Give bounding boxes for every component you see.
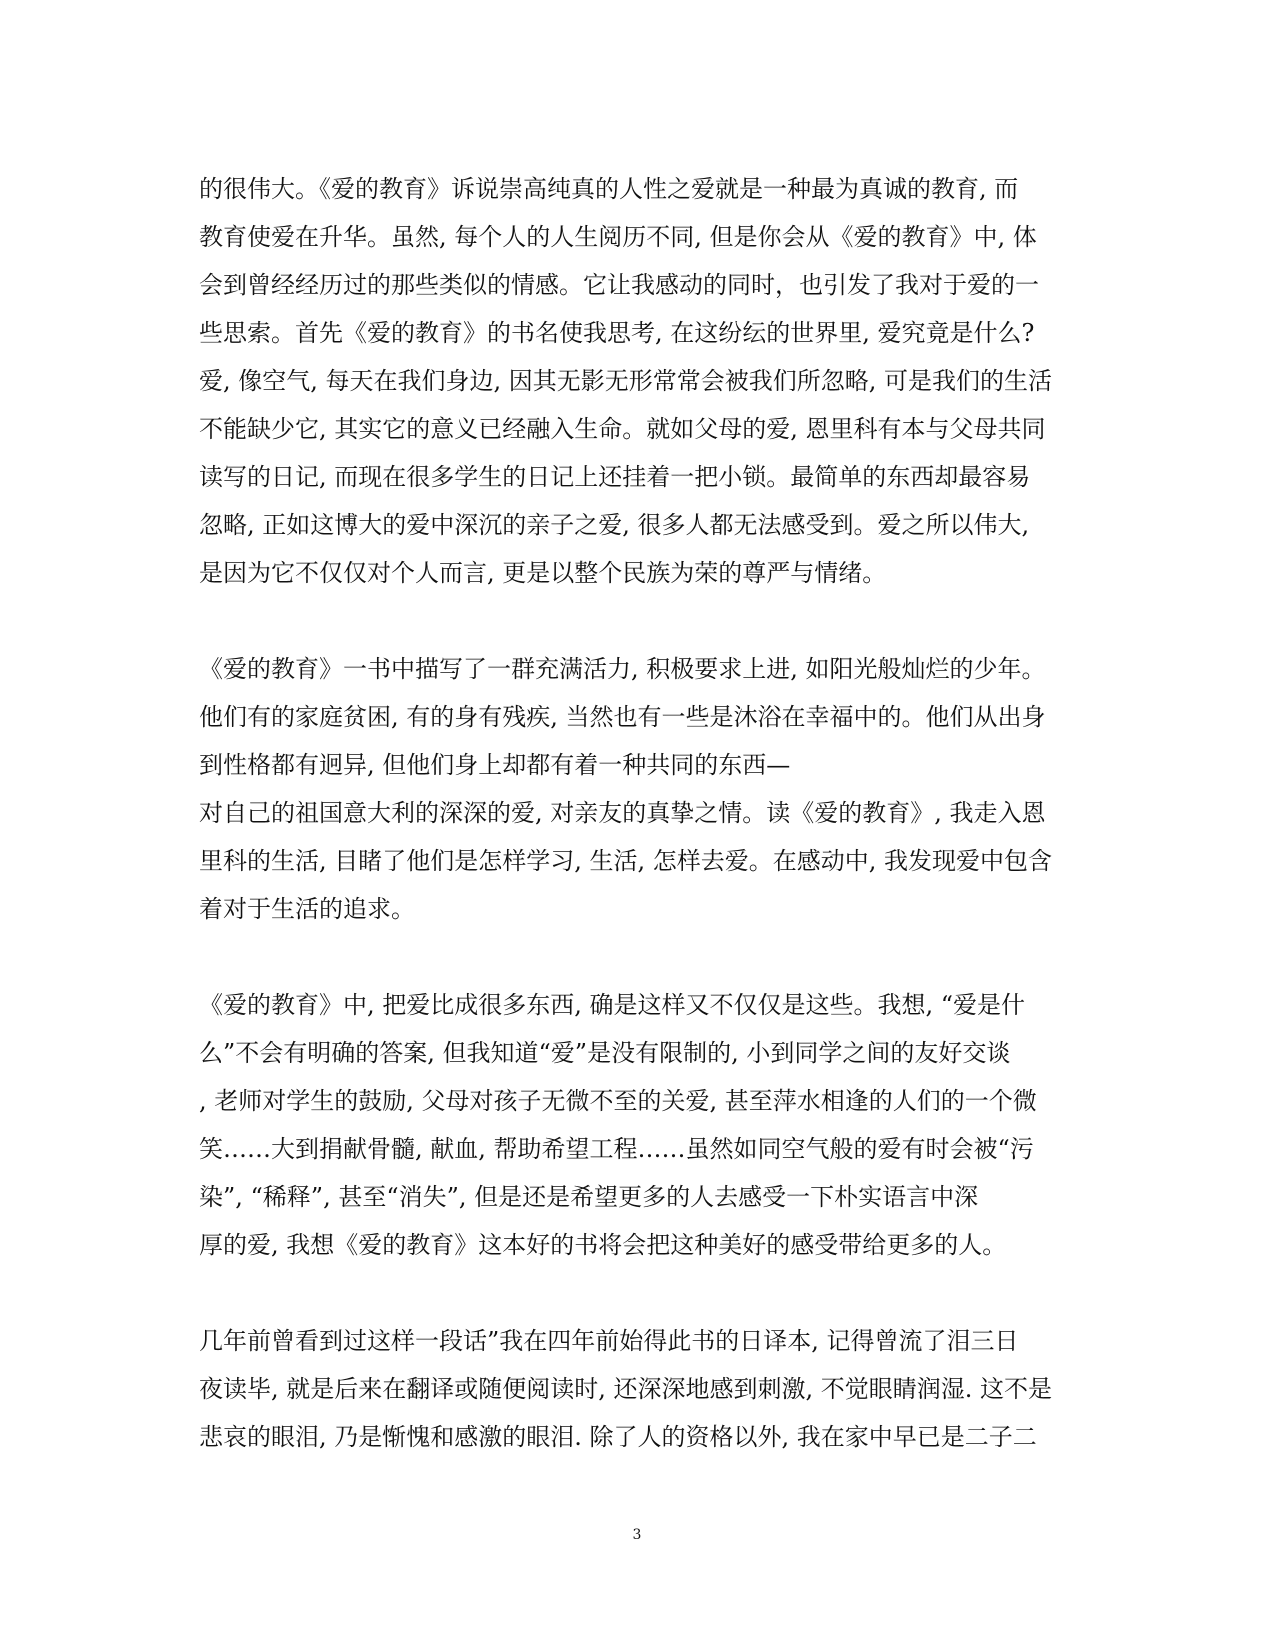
text-line: , 老师对学生的鼓励, 父母对孩子无微不至的关爱, 甚至萍水相逢的人们的一个微 bbox=[199, 1087, 1037, 1115]
text-line: 夜读毕, 就是后来在翻译或随便阅读时, 还深深地感到刺激, 不觉眼睛润湿. 这不是 bbox=[199, 1375, 1053, 1403]
paragraph-1 bbox=[199, 165, 1079, 597]
paragraph-3 bbox=[199, 981, 1079, 1269]
text-line: 些思索。首先《爱的教育》的书名使我思考, 在这纷纭的世界里, 爱究竟是什么? bbox=[199, 319, 1035, 347]
text-line: 么”不会有明确的答案, 但我知道“爱”是没有限制的, 小到同学之间的友好交谈 bbox=[199, 1039, 1011, 1067]
paragraph-spacer bbox=[199, 933, 1079, 981]
paragraph-spacer bbox=[199, 597, 1079, 645]
paragraph-4 bbox=[199, 1317, 1079, 1461]
text-line: 到性格都有迥异, 但他们身上却都有着一种共同的东西— bbox=[199, 751, 791, 779]
text-line: 教育使爱在升华。虽然, 每个人的人生阅历不同, 但是你会从《爱的教育》中, 体 bbox=[199, 223, 1037, 251]
text-line: 对自己的祖国意大利的深深的爱, 对亲友的真挚之情。读《爱的教育》, 我走入恩 bbox=[199, 799, 1046, 827]
text-line: 爱, 像空气, 每天在我们身边, 因其无影无形常常会被我们所忽略, 可是我们的生活 bbox=[199, 367, 1053, 395]
paragraph-2 bbox=[199, 645, 1079, 933]
text-line: 读写的日记, 而现在很多学生的日记上还挂着一把小锁。最简单的东西却最容易 bbox=[199, 463, 1031, 491]
text-line: 忽略, 正如这博大的爱中深沉的亲子之爱, 很多人都无法感受到。爱之所以伟大, bbox=[199, 511, 1030, 539]
text-line: 着对于生活的追求。 bbox=[199, 895, 415, 923]
text-line: 《爱的教育》一书中描写了一群充满活力, 积极要求上进, 如阳光般灿烂的少年。 bbox=[199, 655, 1046, 683]
text-line: 染”, “稀释”, 甚至“消失”, 但是还是希望更多的人去感受一下朴实语言中深 bbox=[199, 1183, 979, 1211]
page-number: 3 bbox=[632, 1527, 642, 1543]
text-line: 笑……大到捐献骨髓, 献血, 帮助希望工程……虽然如同空气般的爱有时会被“污 bbox=[199, 1135, 1034, 1163]
text-line: 会到曾经经历过的那些类似的情感。它让我感动的同时，也引发了我对于爱的一 bbox=[199, 271, 1039, 299]
text-line: 《爱的教育》中, 把爱比成很多东西, 确是这样又不仅仅是这些。我想, “爱是什 bbox=[199, 991, 1026, 1019]
text-line: 几年前曾看到过这样一段话”我在四年前始得此书的日译本, 记得曾流了泪三日 bbox=[199, 1327, 1019, 1355]
paragraph-spacer bbox=[199, 1269, 1079, 1317]
text-line: 的很伟大。《爱的教育》诉说崇高纯真的人性之爱就是一种最为真诚的教育, 而 bbox=[199, 175, 1019, 203]
body-text bbox=[199, 165, 1079, 1461]
text-line: 是因为它不仅仅对个人而言, 更是以整个民族为荣的尊严与情绪。 bbox=[199, 559, 887, 587]
text-line: 厚的爱, 我想《爱的教育》这本好的书将会把这种美好的感受带给更多的人。 bbox=[199, 1231, 1007, 1259]
text-line: 他们有的家庭贫困, 有的身有残疾, 当然也有一些是沐浴在幸福中的。他们从出身 bbox=[199, 703, 1046, 731]
text-line: 悲哀的眼泪, 乃是惭愧和感激的眼泪. 除了人的资格以外, 我在家中早已是二子二 bbox=[199, 1423, 1037, 1451]
text-line: 里科的生活, 目睹了他们是怎样学习, 生活, 怎样去爱。在感动中, 我发现爱中包含 bbox=[199, 847, 1053, 875]
text-line: 不能缺少它, 其实它的意义已经融入生命。就如父母的爱, 恩里科有本与父母共同 bbox=[199, 415, 1046, 443]
